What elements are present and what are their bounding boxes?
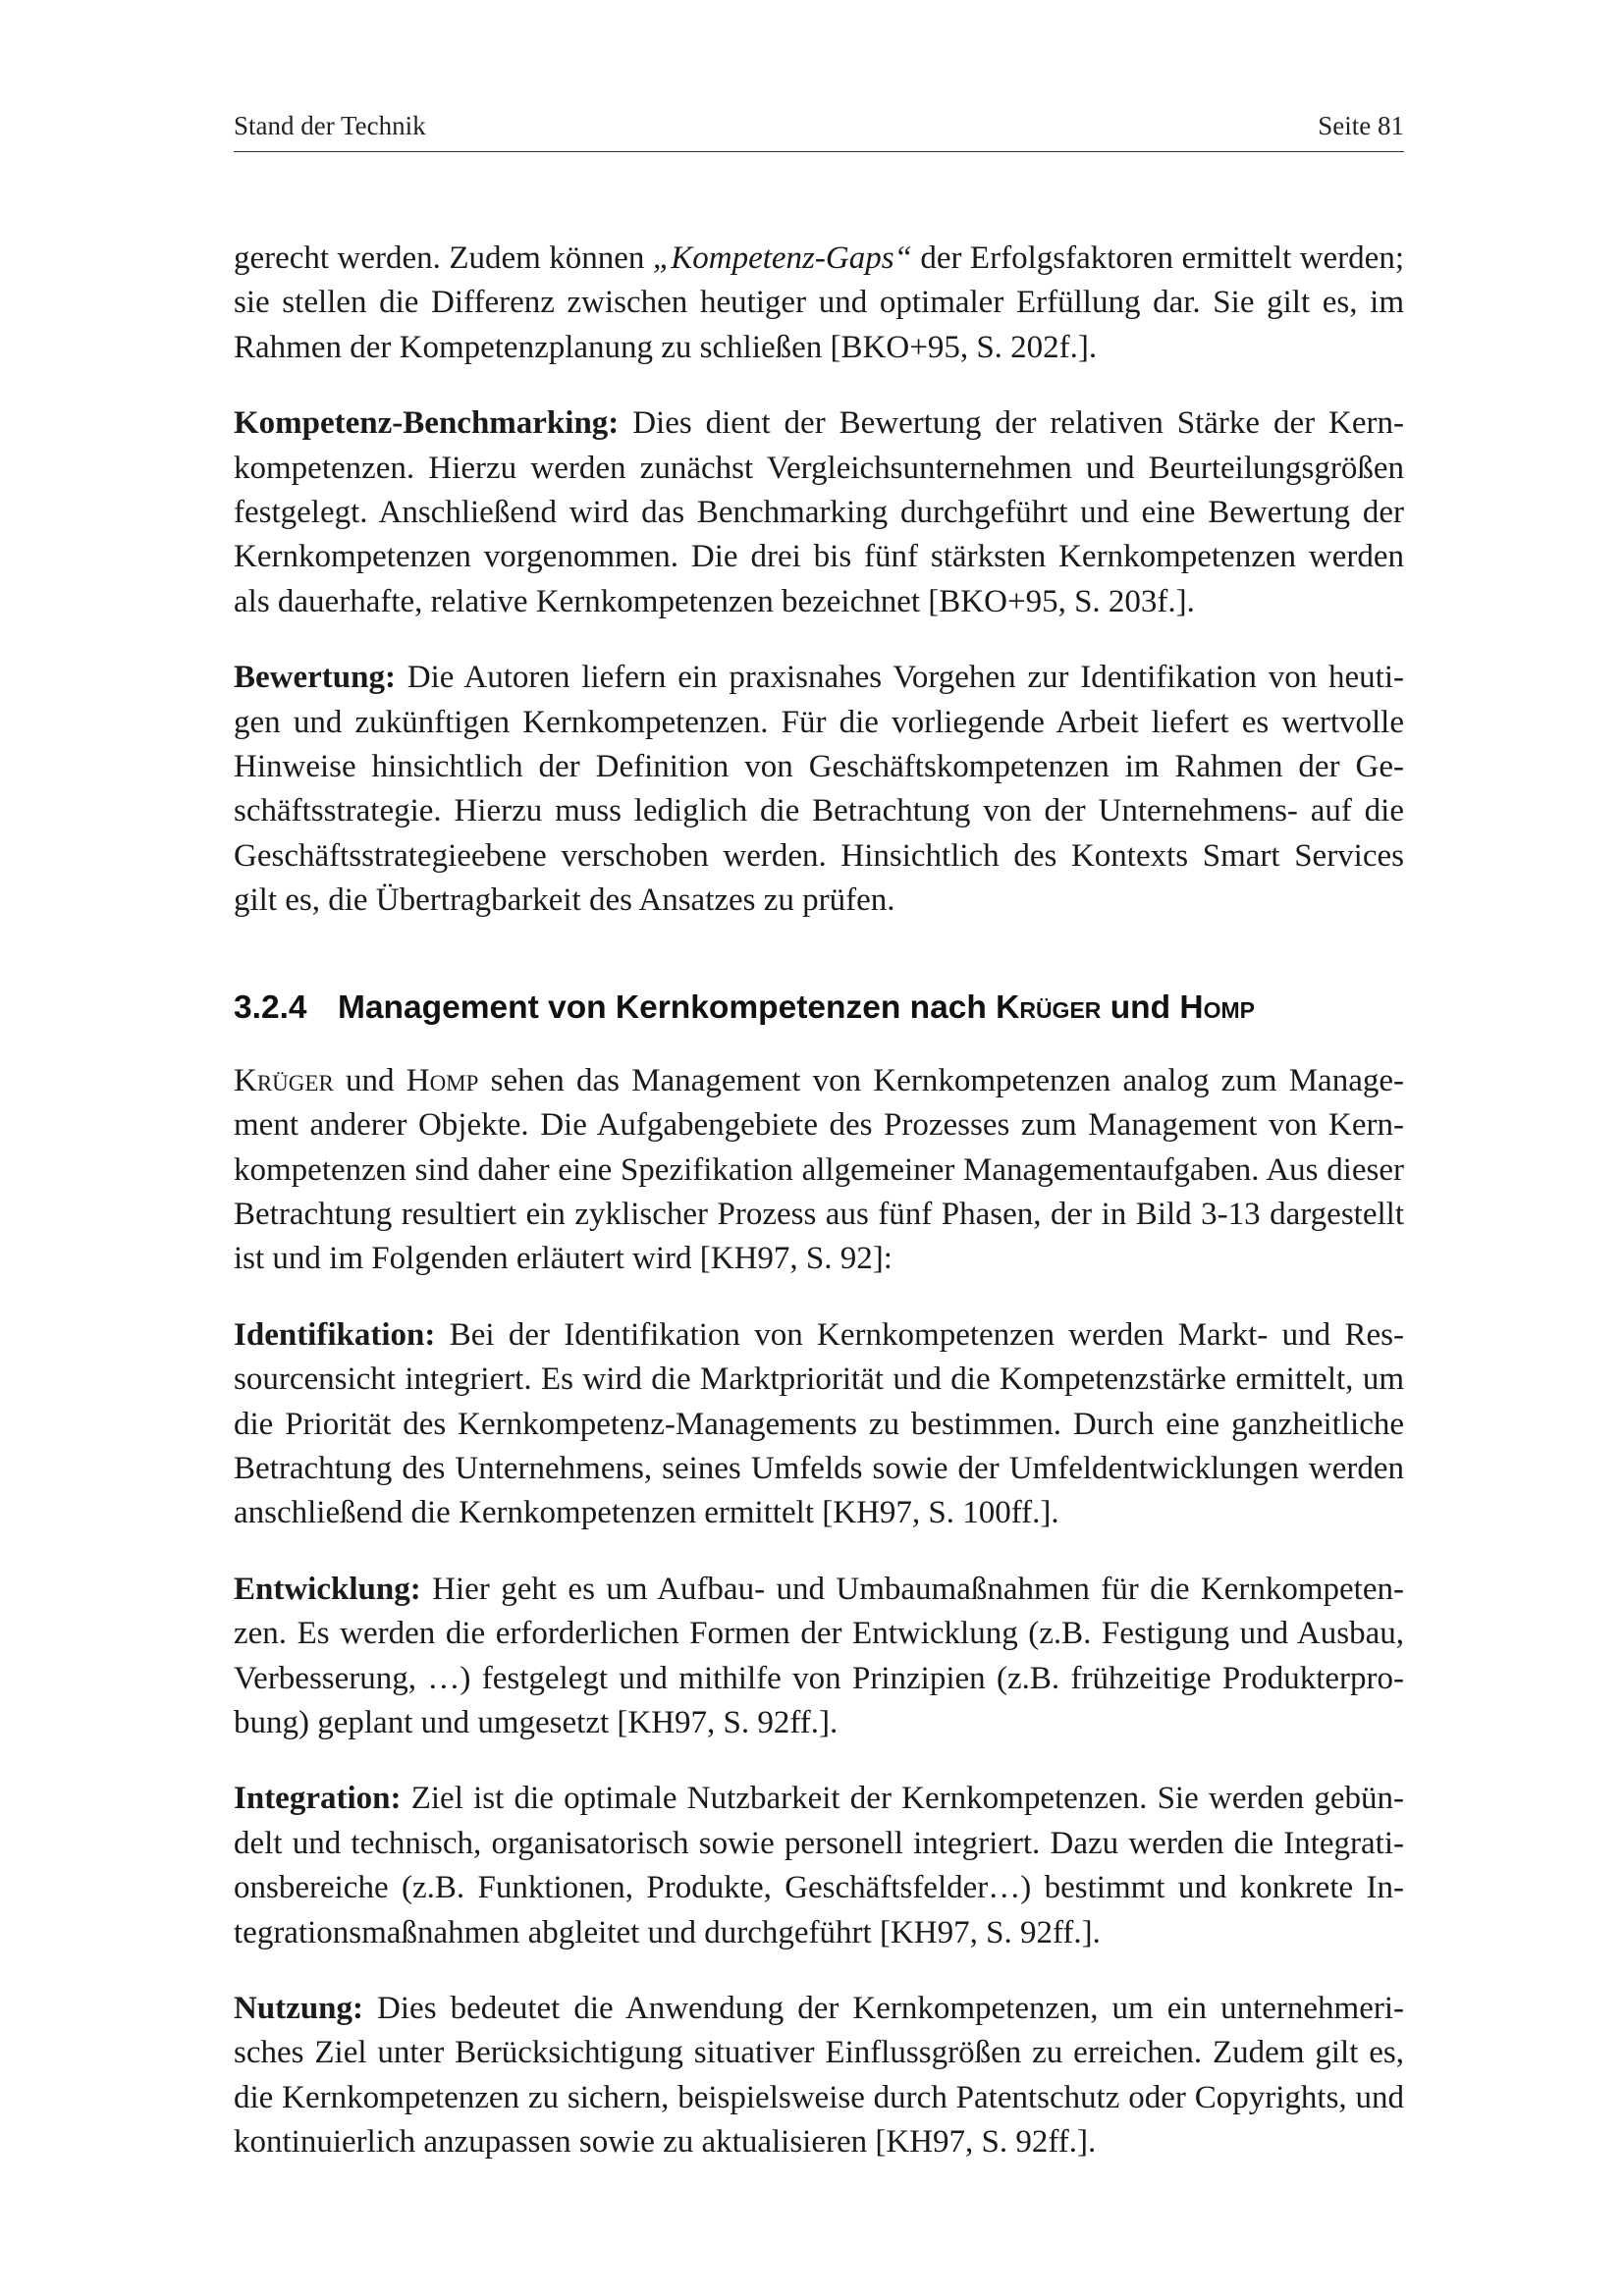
section-title-connector: und xyxy=(1101,988,1180,1026)
paragraph-identifikation xyxy=(234,1313,1404,1536)
page-body xyxy=(234,237,1404,2197)
bold-term: Identifikation: xyxy=(234,1316,436,1353)
paragraph-entwicklung xyxy=(234,1568,1404,1746)
author-name-krueger: Krüger xyxy=(234,1062,334,1098)
paragraph-text: Bei der Identifikation von Kernkompetenzen werden Markt- und Ressourcensicht integriert. Es wird die Marktpriorität und die Kompetenzstärke ermittelt, um die Priorität des Kernkompetenz-Managements zu bestimmen. Durch eine ganzheitliche Betrachtung des Unternehmens, seines Umfelds sowie der Umfeldentwicklungen werden anschließend die Kernkompetenzen ermittelt [KH97, S. 100ff.]. xyxy=(234,1316,1404,1531)
paragraph-text: Hier geht es um Aufbau- und Umbaumaßnahmen für die Kernkompetenzen. Es werden die erforderlichen Formen der Entwicklung (z.B. Festigung und Ausbau, Verbesserung, …) festgelegt und mithilfe von Prinzipien (z.B. frühzeitige Produkterprobung) geplant und umgesetzt [KH97, S. 92ff.]. xyxy=(234,1571,1404,1740)
paragraph-management-intro xyxy=(234,1059,1404,1282)
page-header xyxy=(234,108,1404,152)
bold-term: Integration: xyxy=(234,1781,402,1817)
bold-term: Kompetenz-Benchmarking: xyxy=(234,405,620,442)
paragraph-text: Dies dient der Bewertung der relativen Stärke der Kernkompetenzen. Hierzu werden zunächst Vergleichsunternehmen und Beurteilungsgrößen festgelegt. Anschließend wird das Benchmarking durchgeführt und eine Bewertung der Kernkompetenzen vorgenommen. Die drei bis fünf stärksten Kernkompetenzen werden als dauerhafte, relative Kernkompetenzen bezeichnet [BKO+95, S. 203f.]. xyxy=(234,405,1404,619)
paragraph-bewertung xyxy=(234,656,1404,923)
bold-term: Bewertung: xyxy=(234,660,396,696)
author-name-krueger: Krüger xyxy=(996,988,1102,1026)
paragraph-text: Die Autoren liefern ein praxisnahes Vorgehen zur Identifikation von heutigen und zukünftigen Kernkompetenzen. Für die vorliegende Arbeit liefert es wertvolle Hinweise hinsichtlich der Definition von Geschäftskompetenzen im Rahmen der Geschäftsstrategie. Hierzu muss lediglich die Betrachtung von der Unternehmens- auf die Geschäftsstrategieebene verschoben werden. Hinsichtlich des Kontexts Smart Services gilt es, die Übertragbarkeit des Ansatzes zu prüfen. xyxy=(234,660,1404,919)
paragraph-text: sehen das Management von Kernkompetenzen analog zum Management anderer Objekte. Die Aufgabengebiete des Prozesses zum Management von Kernkompetenzen sind daher eine Spezifikation allgemeiner Managementaufgaben. Aus dieser Betrachtung resultiert ein zyklischer Prozess aus fünf Phasen, der in Bild 3-13 dargestellt ist und im Folgenden erläutert wird [KH97, S. 92]: xyxy=(234,1062,1404,1277)
page-number: Seite 81 xyxy=(1318,111,1404,140)
paragraph-kompetenz-benchmarking xyxy=(234,401,1404,624)
italic-term-kompetenz-gaps: „Kompetenz-Gaps“ xyxy=(652,240,912,276)
section-title: Management von Kernkompetenzen nach xyxy=(338,988,997,1026)
paragraph-text: Ziel ist die optimale Nutzbarkeit der Kernkompetenzen. Sie werden gebündelt und technisch, organisatorisch sowie personell integriert. Dazu werden die Integrationsbereiche (z.B. Funktionen, Produkte, Geschäftsfelder…) bestimmt und konkrete Integrationsmaßnahmen abgleitet und durchgeführt [KH97, S. 92ff.]. xyxy=(234,1781,1404,1950)
author-name-homp: Homp xyxy=(1179,988,1256,1026)
paragraph-text: der Erfolgsfaktoren ermittelt werden; sie stellen die Differenz zwischen heutiger und optimaler Erfüllung dar. Sie gilt es, im Rahmen der Kompetenzplanung zu schließen [BKO+95, S. 202f.]. xyxy=(234,240,1404,365)
paragraph-text: und xyxy=(333,1062,406,1098)
paragraph-text: Dies bedeutet die Anwendung der Kernkompetenzen, um ein unternehmerisches Ziel unter Berücksichtigung situativer Einflussgrößen zu erreichen. Zudem gilt es, die Kernkompetenzen zu sichern, beispielsweise durch Patentschutz oder Copyrights, und kontinuierlich anzupassen sowie zu aktualisieren [KH97, S. 92ff.]. xyxy=(234,1991,1404,2161)
paragraph-kompetenz-gaps xyxy=(234,237,1404,370)
paragraph-text: gerecht werden. Zudem können xyxy=(234,240,653,276)
section-number: 3.2.4 xyxy=(234,988,307,1026)
running-title: Stand der Technik xyxy=(234,111,426,140)
bold-term: Nutzung: xyxy=(234,1991,364,2026)
section-heading xyxy=(234,987,1404,1030)
bold-term: Entwicklung: xyxy=(234,1571,421,1607)
author-name-homp: Homp xyxy=(406,1062,479,1098)
paragraph-integration xyxy=(234,1777,1404,1955)
paragraph-nutzung xyxy=(234,1987,1404,2165)
